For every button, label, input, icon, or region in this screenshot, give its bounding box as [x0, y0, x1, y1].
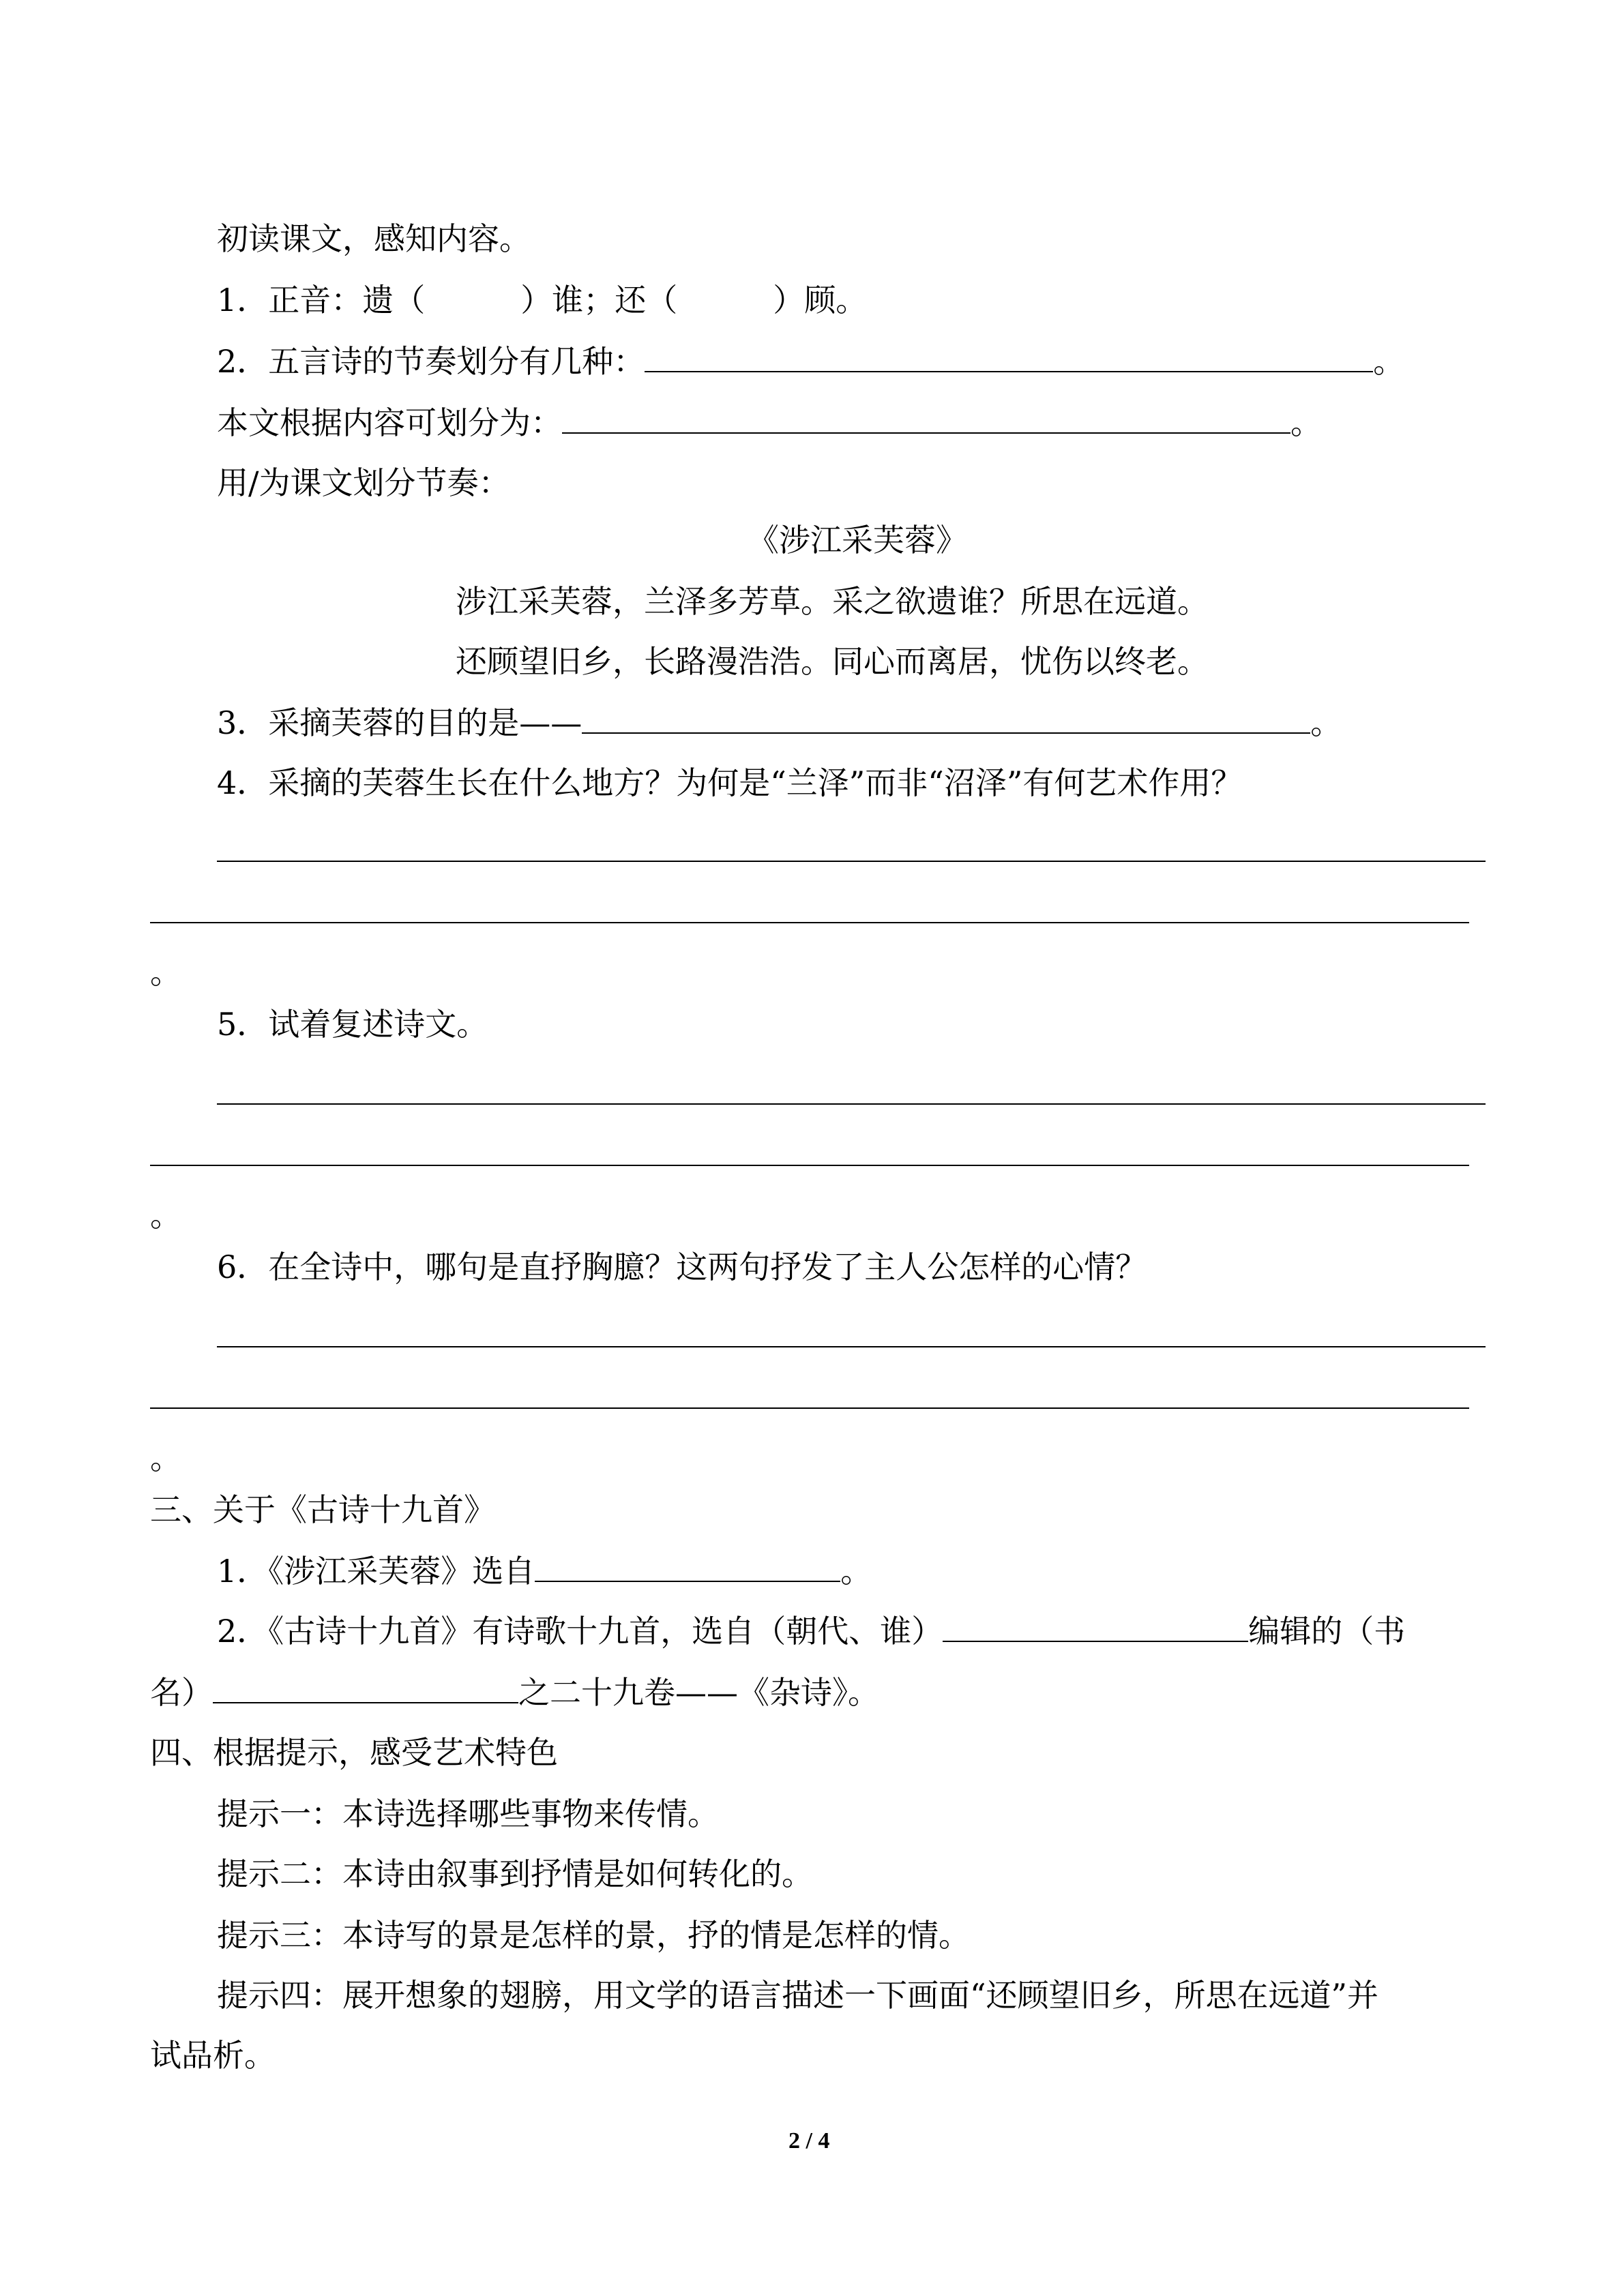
- q4-answer-line-2[interactable]: [150, 922, 1469, 923]
- question-5-retell: 5．试着复述诗文。: [217, 1006, 488, 1043]
- q6-answer-line-2[interactable]: [150, 1407, 1469, 1409]
- hint-1: 提示一：本诗选择哪些事物来传情。: [217, 1795, 719, 1832]
- q5-answer-line-1[interactable]: [217, 1103, 1486, 1105]
- q5-end-mark: 。: [150, 1197, 181, 1234]
- s3q1-end: 。: [840, 1553, 872, 1590]
- s3q2-label-c: 名）: [150, 1674, 213, 1711]
- section-3-question-1: [217, 1551, 872, 1592]
- s3q2-label-b: 编辑的（书: [1248, 1613, 1406, 1650]
- poem-line-1: 涉江采芙蓉，兰泽多芳草。采之欲遗谁？所思在远道。: [456, 583, 1209, 620]
- question-4-location: 4．采摘的芙蓉生长在什么地方？为何是“兰泽”而非“沼泽”有何艺术作用？: [217, 764, 1243, 801]
- q1-part-a: 1．正音：遗（: [217, 282, 426, 318]
- s3q1-label: 1．《涉江采芙蓉》选自: [217, 1553, 535, 1590]
- q1-part-b: ）谁；还（: [520, 282, 678, 318]
- section-3-question-2-continued: [150, 1672, 879, 1713]
- section-3-question-2: [217, 1611, 1405, 1652]
- q3-answer-blank[interactable]: [582, 704, 1310, 734]
- s3q2-answer-blank-2[interactable]: [213, 1673, 518, 1703]
- section-4-heading: 四、根据提示，感受艺术特色: [150, 1734, 558, 1771]
- hint-2: 提示二：本诗由叙事到抒情是如何转化的。: [217, 1855, 813, 1892]
- q6-end-mark: 。: [150, 1440, 181, 1476]
- q3-label: 3．采摘芙蓉的目的是——: [217, 704, 582, 741]
- question-2-rhythm: [217, 341, 1404, 382]
- s3q2-label-d: 之二十九卷——《杂诗》。: [518, 1674, 879, 1711]
- question-6-feeling: 6．在全诗中，哪句是直抒胸臆？这两句抒发了主人公怎样的心情？: [217, 1249, 1147, 1285]
- s3q1-answer-blank[interactable]: [535, 1552, 840, 1582]
- q3-end: 。: [1310, 704, 1342, 741]
- q5-answer-line-2[interactable]: [150, 1165, 1469, 1166]
- hint-4: 提示四：展开想象的翅膀，用文学的语言描述一下画面“还顾望旧乡，所思在远道”并: [217, 1977, 1379, 2014]
- q6-answer-line-1[interactable]: [217, 1346, 1486, 1347]
- question-1-pronunciation: [217, 280, 867, 320]
- question-2-rhythm-instruction: 用/为课文划分节奏：: [217, 464, 510, 501]
- hint-4-continued: 试品析。: [150, 2037, 276, 2074]
- q2-end: 。: [1373, 343, 1405, 380]
- q2b-end: 。: [1290, 404, 1322, 441]
- q2b-label: 本文根据内容可划分为：: [217, 404, 562, 441]
- q2-label: 2．五言诗的节奏划分有几种：: [217, 343, 645, 380]
- q4-answer-line-1[interactable]: [217, 861, 1486, 862]
- poem-line-2: 还顾望旧乡，长路漫浩浩。同心而离居，忧伤以终老。: [456, 643, 1209, 680]
- question-3-purpose: [217, 702, 1342, 743]
- s3q2-answer-blank-1[interactable]: [943, 1612, 1248, 1642]
- q2b-answer-blank[interactable]: [562, 404, 1290, 434]
- poem-title: 《涉江采芙蓉》: [748, 522, 967, 558]
- s3q2-label: 2．《古诗十九首》有诗歌十九首，选自（朝代、谁）: [217, 1613, 943, 1650]
- question-2-division: [217, 402, 1322, 443]
- q1-part-c: ）顾。: [773, 282, 868, 318]
- section-3-heading: 三、关于《古诗十九首》: [150, 1491, 495, 1528]
- intro-line: 初读课文，感知内容。: [217, 220, 531, 257]
- page-number: 2 / 4: [788, 2128, 830, 2153]
- q4-end-mark: 。: [150, 954, 181, 991]
- hint-3: 提示三：本诗写的景是怎样的景，抒的情是怎样的情。: [217, 1917, 970, 1954]
- q2-answer-blank[interactable]: [645, 342, 1373, 372]
